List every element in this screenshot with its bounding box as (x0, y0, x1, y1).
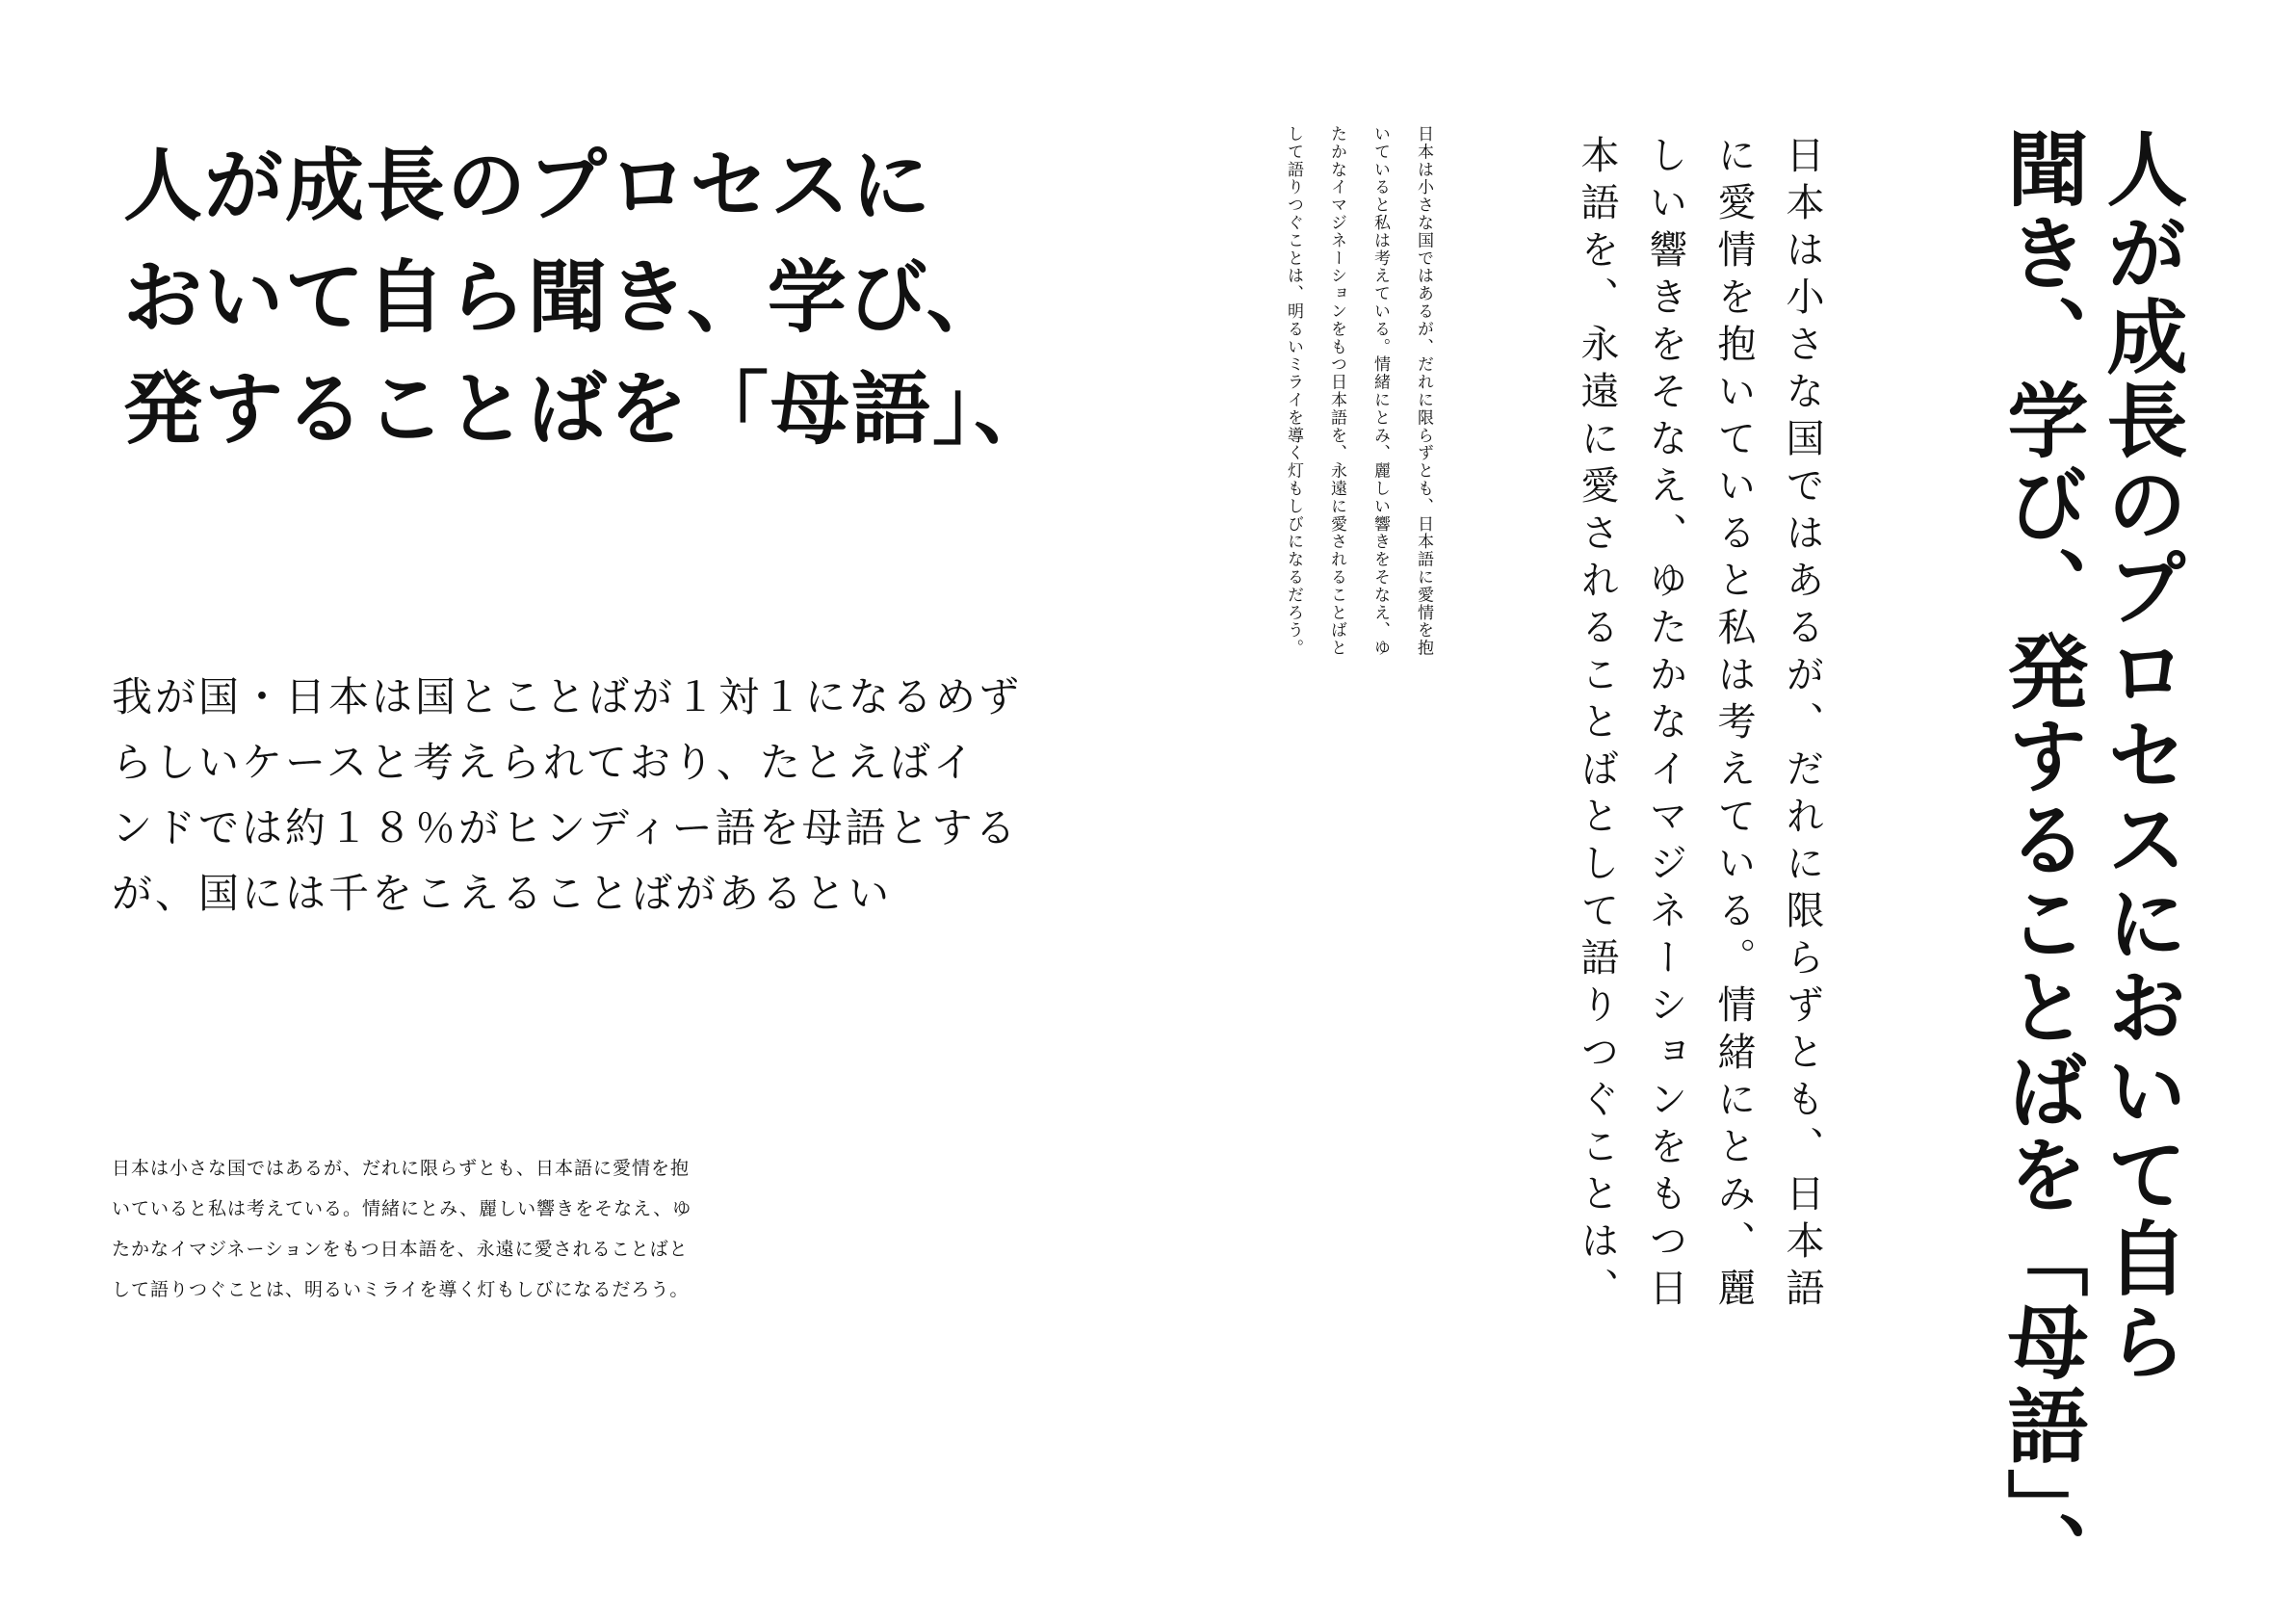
vertical-title-column-2: 聞き、学び、発することばを「母語」、 (1995, 127, 2089, 1595)
horizontal-small-line-3: たかなイマジネーションをもつ日本語を、永遠に愛されることばと (112, 1239, 689, 1260)
horizontal-body-line-1: 我が国・日本は国とことばが１対１になるめず (112, 673, 1023, 720)
vertical-body-column-4: 本語を、永遠に愛されることばとして語りつぐことは、 (1575, 135, 1619, 1315)
vertical-title-column-1: 人が成長のプロセスにおいて自ら (2094, 127, 2188, 1384)
horizontal-title-line-2: おいて自ら聞き、学び、 (123, 252, 1007, 344)
vertical-body-column-1: 日本は小さな国ではあるが、だれに限らずとも、日本語 (1780, 135, 1824, 1315)
vertical-small-text (1271, 125, 1445, 657)
horizontal-body-line-4: が、国には千をこえることばがあるとい (112, 870, 893, 917)
horizontal-title (123, 131, 1055, 466)
horizontal-small-line-1: 日本は小さな国ではあるが、だれに限らずとも、日本語に愛情を抱 (112, 1158, 691, 1179)
horizontal-title-line-3: 発することばを「母語」、 (123, 364, 1056, 456)
vertical-small-column-1: 日本は小さな国ではあるが、だれに限らずとも、日本語に愛情を抱 (1414, 125, 1433, 657)
horizontal-body-text (112, 665, 1022, 927)
horizontal-body-line-3: ンドでは約１８％がヒンディー語を母語とする (112, 804, 1019, 851)
vertical-body-column-3: しい響きをそなえ、ゆたかなイマジネーションをもつ日 (1643, 135, 1687, 1315)
vertical-small-column-3: たかなイマジネーションをもつ日本語を、永遠に愛されることばと (1327, 125, 1346, 657)
vertical-body-text (1562, 135, 1836, 1315)
horizontal-body-line-2: らしいケースと考えられており、たとえばイ (112, 739, 977, 786)
horizontal-small-line-2: いていると私は考えている。情緒にとみ、麗しい響きをそなえ、ゆ (112, 1198, 692, 1219)
horizontal-title-line-1: 人が成長のプロセスに (123, 141, 933, 232)
vertical-small-column-2: いていると私は考えている。情緒にとみ、麗しい響きをそなえ、ゆ (1370, 125, 1390, 657)
horizontal-small-text (112, 1148, 691, 1310)
horizontal-small-line-4: して語りつぐことは、明るいミライを導く灯もしびになるだろう。 (112, 1279, 690, 1300)
vertical-body-column-2: に愛情を抱いていると私は考えている。情緒にとみ、麗 (1711, 135, 1756, 1315)
vertical-small-column-4: して語りつぐことは、明るいミライを導く灯もしびになるだろう。 (1284, 125, 1303, 657)
vertical-title (1992, 127, 2190, 1595)
